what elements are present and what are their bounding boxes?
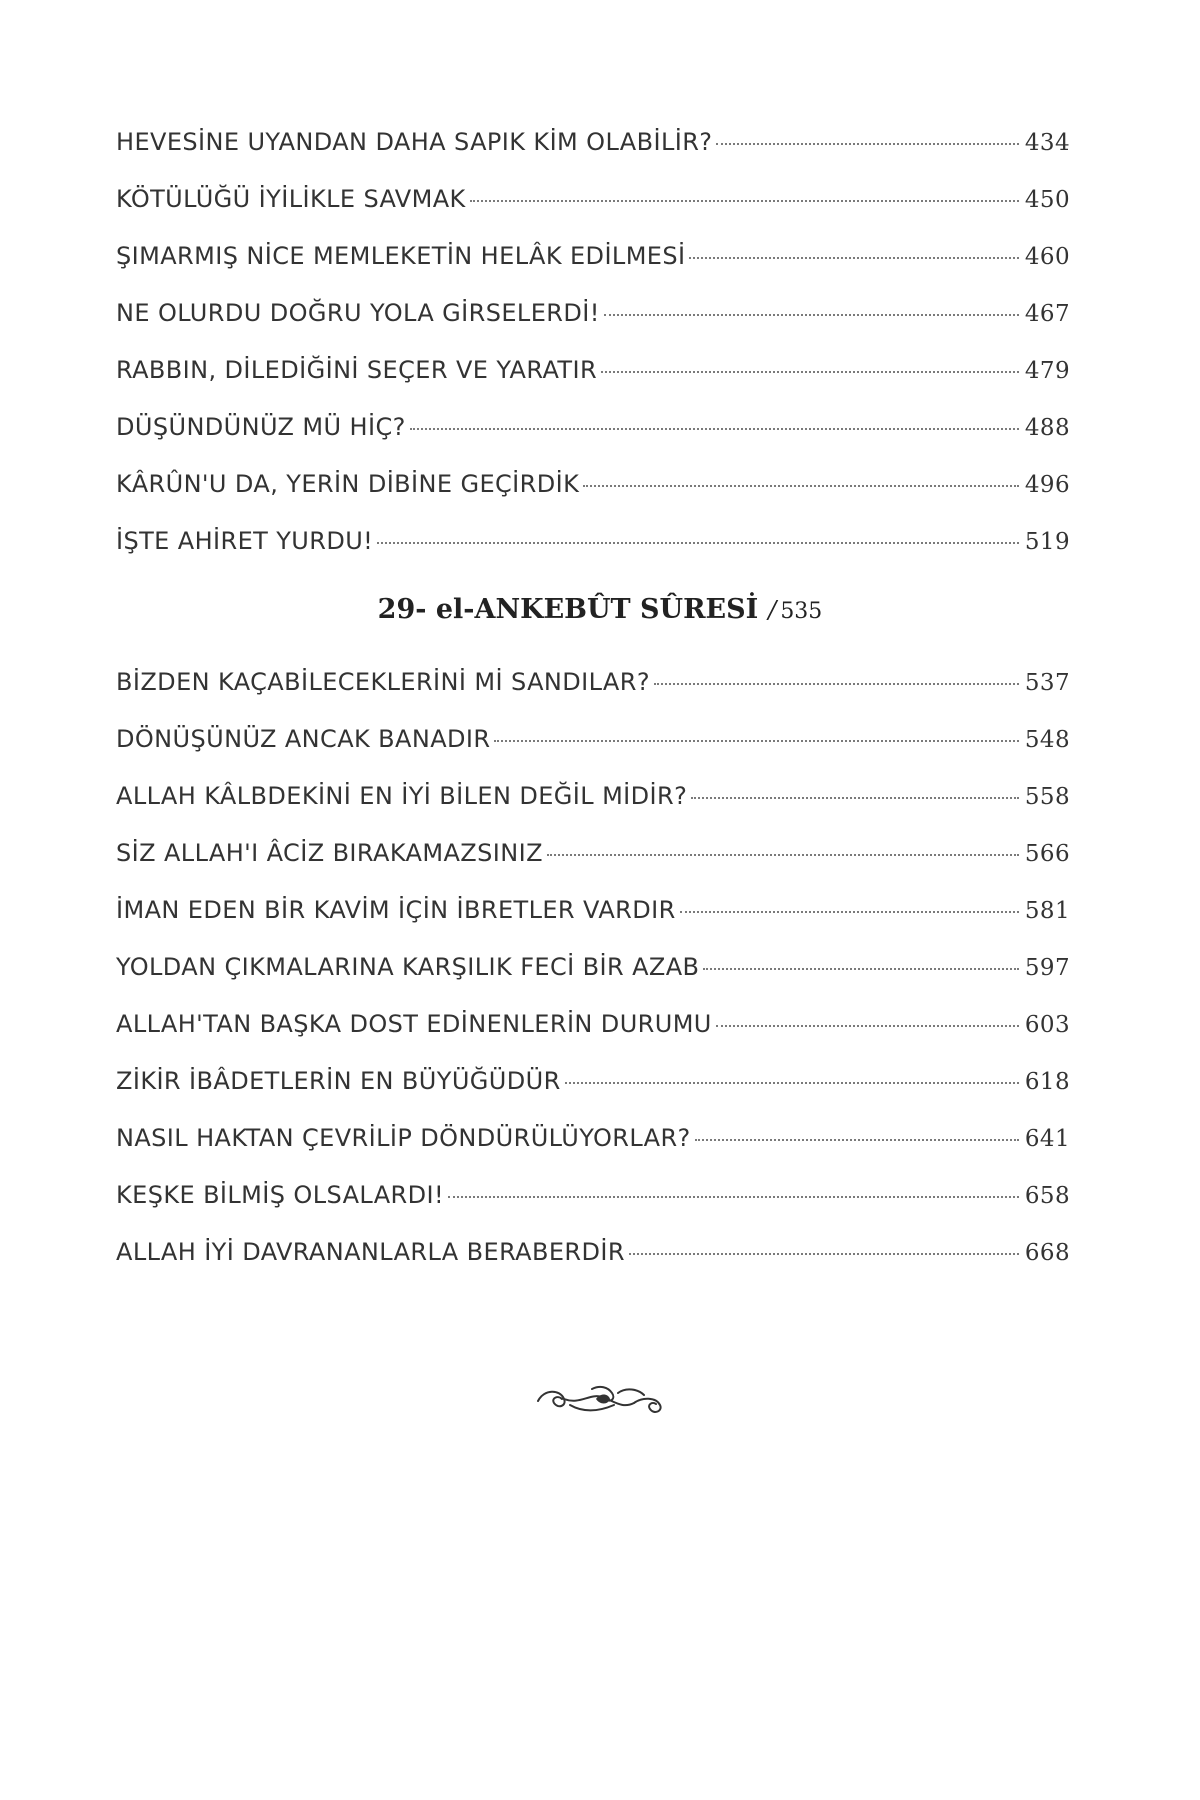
toc-entry [116,1238,1070,1295]
section-page: 535 [780,599,823,624]
dot-leader [680,911,1019,913]
dot-leader [689,257,1018,259]
dot-leader [583,485,1019,487]
toc-entry-page: 641 [1024,1126,1070,1152]
toc-entry-title: ZİKİR İBÂDETLERİN EN BÜYÜĞÜDÜR [116,1067,561,1095]
toc-entry-title: KÂRÛN'U DA, YERİN DİBİNE GEÇİRDİK [116,470,580,498]
toc-entry [116,128,1070,185]
toc-entry [116,185,1070,242]
toc-entry-page: 548 [1024,727,1070,753]
section-heading [0,594,1200,625]
toc-entry [116,1124,1070,1181]
toc-entry [116,470,1070,527]
toc-entry [116,953,1070,1010]
toc-entry [116,1010,1070,1067]
toc-entry-title: NASIL HAKTAN ÇEVRİLİP DÖNDÜRÜLÜYORLAR? [116,1124,691,1152]
dot-leader [377,542,1019,544]
toc-entry-page: 496 [1024,472,1070,498]
toc-entry-title: RABBIN, DİLEDİĞİNİ SEÇER VE YARATIR [116,356,598,384]
dot-leader [604,314,1019,316]
toc-entry-title: BİZDEN KAÇABİLECEKLERİNİ Mİ SANDILAR? [116,668,650,696]
dot-leader [601,371,1019,373]
dot-leader [494,740,1018,742]
toc-list-part-1 [116,128,1070,584]
toc-entry-page: 450 [1024,187,1070,213]
dot-leader [691,797,1019,799]
toc-entry-page: 488 [1024,415,1070,441]
section-title: 29- el-ANKEBÛT SÛRESİ [377,594,759,625]
dot-leader [654,683,1019,685]
dot-leader [629,1253,1019,1255]
flourish-ornament-icon [530,1375,670,1425]
toc-entry-title: HEVESİNE UYANDAN DAHA SAPIK KİM OLABİLİR? [116,128,713,156]
toc-entry-title: ALLAH'TAN BAŞKA DOST EDİNENLERİN DURUMU [116,1010,712,1038]
toc-entry [116,527,1070,584]
toc-entry-page: 434 [1024,130,1070,156]
toc-entry-title: ALLAH İYİ DAVRANANLARLA BERABERDİR [116,1238,625,1266]
toc-entry-page: 581 [1024,898,1070,924]
toc-entry-title: İMAN EDEN BİR KAVİM İÇİN İBRETLER VARDIR [116,896,676,924]
dot-leader [410,428,1019,430]
toc-entry [116,782,1070,839]
toc-entry-title: DÜŞÜNDÜNÜZ MÜ HİÇ? [116,413,406,441]
toc-entry-title: ŞIMARMIŞ NİCE MEMLEKETİN HELÂK EDİLMESİ [116,242,686,270]
toc-entry [116,413,1070,470]
toc-entry-page: 603 [1024,1012,1070,1038]
toc-entry-title: KEŞKE BİLMİŞ OLSALARDI! [116,1181,444,1209]
toc-entry-title: İŞTE AHİRET YURDU! [116,527,374,555]
dot-leader [470,200,1019,202]
toc-entry-page: 558 [1024,784,1070,810]
toc-entry [116,242,1070,299]
toc-entry-page: 537 [1024,670,1070,696]
dot-leader [695,1139,1019,1141]
dot-leader [565,1082,1019,1084]
dot-leader [547,854,1019,856]
toc-entry [116,1181,1070,1238]
toc-entry [116,299,1070,356]
toc-entry-title: SİZ ALLAH'I ÂCİZ BIRAKAMAZSINIZ [116,839,543,867]
toc-entry-title: KÖTÜLÜĞÜ İYİLİKLE SAVMAK [116,185,466,213]
dot-leader [716,1025,1019,1027]
toc-entry-page: 618 [1024,1069,1070,1095]
toc-entry-page: 467 [1024,301,1070,327]
toc-list-part-2 [116,668,1070,1295]
toc-entry-page: 658 [1024,1183,1070,1209]
toc-entry-page: 668 [1024,1240,1070,1266]
toc-entry-page: 519 [1024,529,1070,555]
section-separator: / [768,596,777,624]
toc-entry [116,1067,1070,1124]
toc-entry [116,839,1070,896]
toc-entry-page: 479 [1024,358,1070,384]
dot-leader [703,968,1018,970]
toc-entry [116,896,1070,953]
toc-entry-page: 597 [1024,955,1070,981]
dot-leader [448,1196,1019,1198]
toc-entry-title: ALLAH KÂLBDEKİNİ EN İYİ BİLEN DEĞİL MİDİR? [116,782,688,810]
toc-entry-page: 460 [1024,244,1070,270]
toc-entry-title: DÖNÜŞÜNÜZ ANCAK BANADIR [116,725,491,753]
toc-entry-title: YOLDAN ÇIKMALARINA KARŞILIK FECİ BİR AZAB [116,953,700,981]
dot-leader [716,143,1018,145]
toc-entry-title: NE OLURDU DOĞRU YOLA GİRSELERDİ! [116,299,600,327]
toc-entry-page: 566 [1024,841,1070,867]
toc-entry [116,356,1070,413]
toc-entry [116,668,1070,725]
toc-entry [116,725,1070,782]
